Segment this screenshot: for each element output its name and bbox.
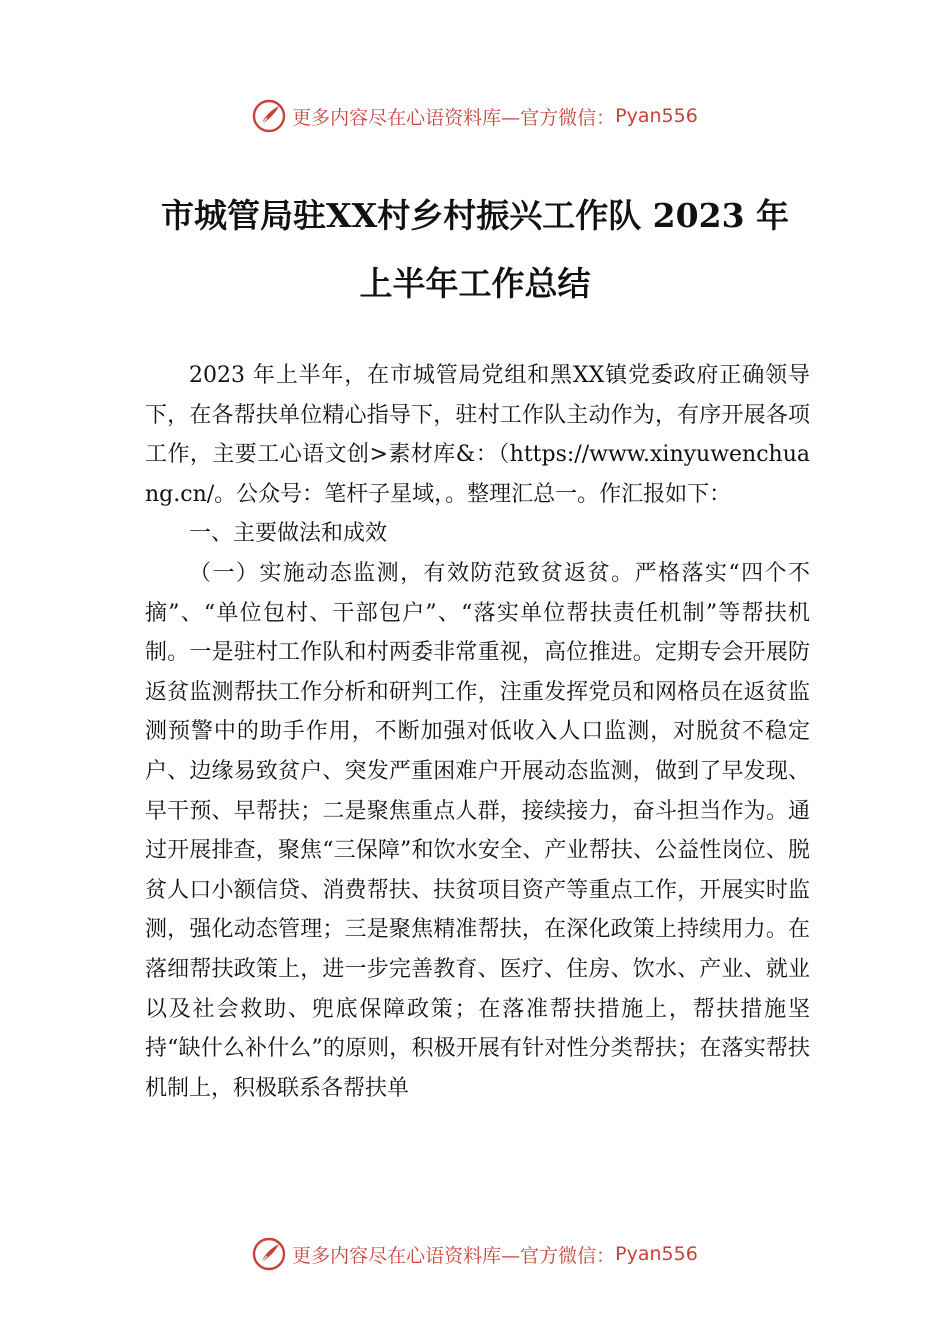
paragraph-section-1: （一）实施动态监测，有效防范致贫返贫。严格落实“四个不摘”、“单位包村、干部包户”、“落实单位帮扶责任机制”等帮扶机制。一是驻村工作队和村两委非常重视，高位推进。定期专会开展防返贫监测帮扶工作分析和研判工作，注重发挥党员和网格员在返贫监测预警中的助手作用，不断加强对低收入人口监测，对脱贫不稳定户、边缘易致贫户、突发严重困难户开展动态监测，做到了早发现、早干预、早帮扶；二是聚焦重点人群，接续接力，奋斗担当作为。通过开展排查，聚焦“三保障”和饮水安全、产业帮扶、公益性岗位、脱贫人口小额信贷、消费帮扶、扶贫项目资产等重点工作，开展实时监测，强化动态管理；三是聚焦精准帮扶，在深化政策上持续用力。在落细帮扶政策上，进一步完善教育、医疗、住房、饮水、产业、就业以及社会救助、兜底保障政策；在落准帮扶措施上，帮扶措施坚持“缺什么补什么”的原则，积极开展有针对性分类帮扶；在落实帮扶机制上，积极联系各帮扶单 (145, 560, 810, 1101)
quill-pen-logo-icon (252, 1237, 286, 1271)
banner-text: 更多内容尽在心语资料库—官方微信： (292, 1244, 616, 1267)
banner-wechat-id: Pyan556 (615, 105, 698, 127)
paragraph-intro: 2023 年上半年，在市城管局党组和黑XX镇党委政府正确领导下，在各帮扶单位精心指导下，驻村工作队主动作为，有序开展各项工作，主要工心语文创>素材库&：（https://www.xinyuwenchuang.cn/。公众号：笔杆子星域，。整理汇总一。作汇报如下： (145, 363, 810, 507)
document-title (120, 182, 830, 318)
banner-text: 更多内容尽在心语资料库—官方微信： (292, 106, 616, 129)
header-banner (0, 96, 950, 136)
quill-pen-logo-icon (252, 99, 286, 133)
banner-wechat-id: Pyan556 (615, 1243, 698, 1265)
document-body (145, 356, 810, 1108)
section-heading: 一、主要做法和成效 (189, 521, 388, 547)
footer-banner (0, 1234, 950, 1274)
title-line-1: 市城管局驻XX村乡村振兴工作队 2023 年 (160, 196, 790, 235)
title-line-2: 上半年工作总结 (359, 264, 591, 303)
